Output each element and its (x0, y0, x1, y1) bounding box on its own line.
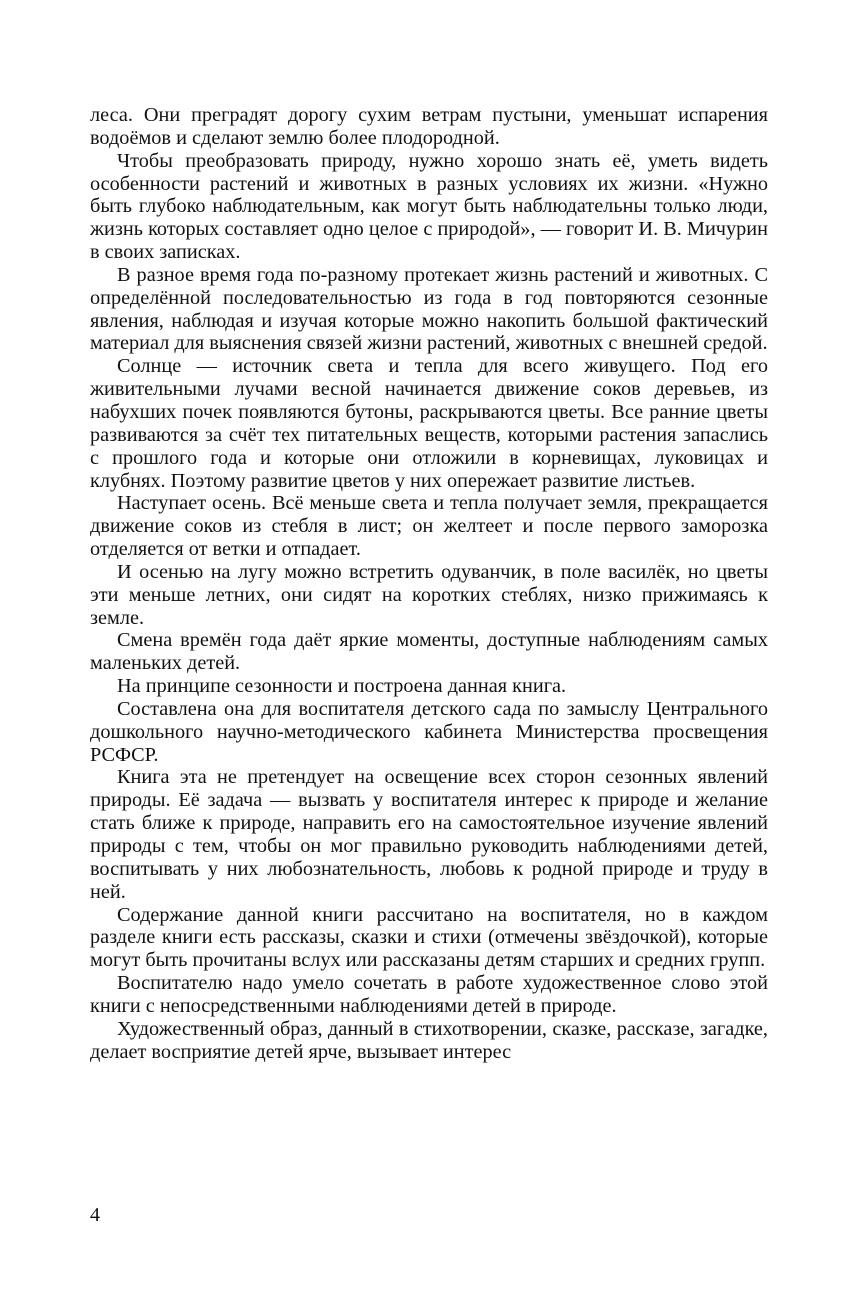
paragraph-7: Смена времён года даёт яркие моменты, доступные наблюдениям самых маленьких детей. (90, 629, 768, 675)
paragraph-2: Чтобы преобразовать природу, нужно хорошо знать её, уметь видеть особенности растений и животных в разных условиях их жизни. «Нужно быть глубоко наблюдательным, как могут быть наблюдательны только люди, жизнь которых составляет одно целое с природой», — говорит И. В. Мичурин в своих записках. (90, 149, 768, 264)
paragraph-4: Солнце — источник света и тепла для всего живущего. Под его живительными лучами весной начинается движение соков деревьев, из набухших почек появляются бутоны, раскрываются цветы. Все ранние цветы развиваются за счёт тех питательных веществ, которыми растения запаслись с прошлого года и которые они отложили в корневищах, луковицах и клубнях. Поэтому развитие цветов у них опережает развитие листьев. (90, 355, 768, 492)
paragraph-8: На принципе сезонности и построена данная книга. (117, 675, 567, 698)
paragraph-6: И осенью на лугу можно встретить одуванчик, в поле василёк, но цветы эти меньше летних, они сидят на коротких стеблях, низко прижимаясь к земле. (90, 560, 768, 629)
paragraph-11: Содержание данной книги рассчитано на воспитателя, но в каждом разделе книги есть рассказы, сказки и стихи (отмечены звёздочкой), которые могут быть прочитаны вслух или рассказаны детям старших и средних групп. (90, 903, 768, 972)
paragraph-5: Наступает осень. Всё меньше света и тепла получает земля, прекращается движение соков из стебля в лист; он желтеет и после первого заморозка отделяется от ветки и отпадает. (90, 492, 768, 561)
paragraph-13: Художественный образ, данный в стихотворении, сказке, рассказе, загадке, делает восприятие детей ярче, вызывает интерес (90, 1017, 768, 1063)
paragraph-10: Книга эта не претендует на освещение всех сторон сезонных явлений природы. Её задача — вызвать у воспитателя интерес к природе и желание стать ближе к природе, направить его на самостоятельное изучение явлений природы с тем, чтобы он мог правильно руководить наблюдениями детей, воспитывать у них любознательность, любовь к родной природе и труду в ней. (90, 766, 768, 903)
page-number: 4 (90, 1204, 100, 1226)
body-text (90, 104, 768, 1063)
paragraph-3: В разное время года по-разному протекает жизнь растений и животных. С определённой последовательностью из года в год повторяются сезонные явления, наблюдая и изучая которые можно накопить большой фактический материал для выяснения связей жизни растений, животных с внешней средой. (90, 263, 768, 355)
paragraph-12: Воспитателю надо умело сочетать в работе художественное слово этой книги с непосредственными наблюдениями детей в природе. (90, 972, 768, 1017)
paragraph-9: Составлена она для воспитателя детского сада по замыслу Центрального дошкольного научно-методического кабинета Министерства просвещения РСФСР. (90, 697, 768, 766)
paragraph-1: леса. Они преградят дорогу сухим ветрам пустыни, уменьшат испарения водоёмов и сделают землю более плодородной. (90, 104, 768, 149)
